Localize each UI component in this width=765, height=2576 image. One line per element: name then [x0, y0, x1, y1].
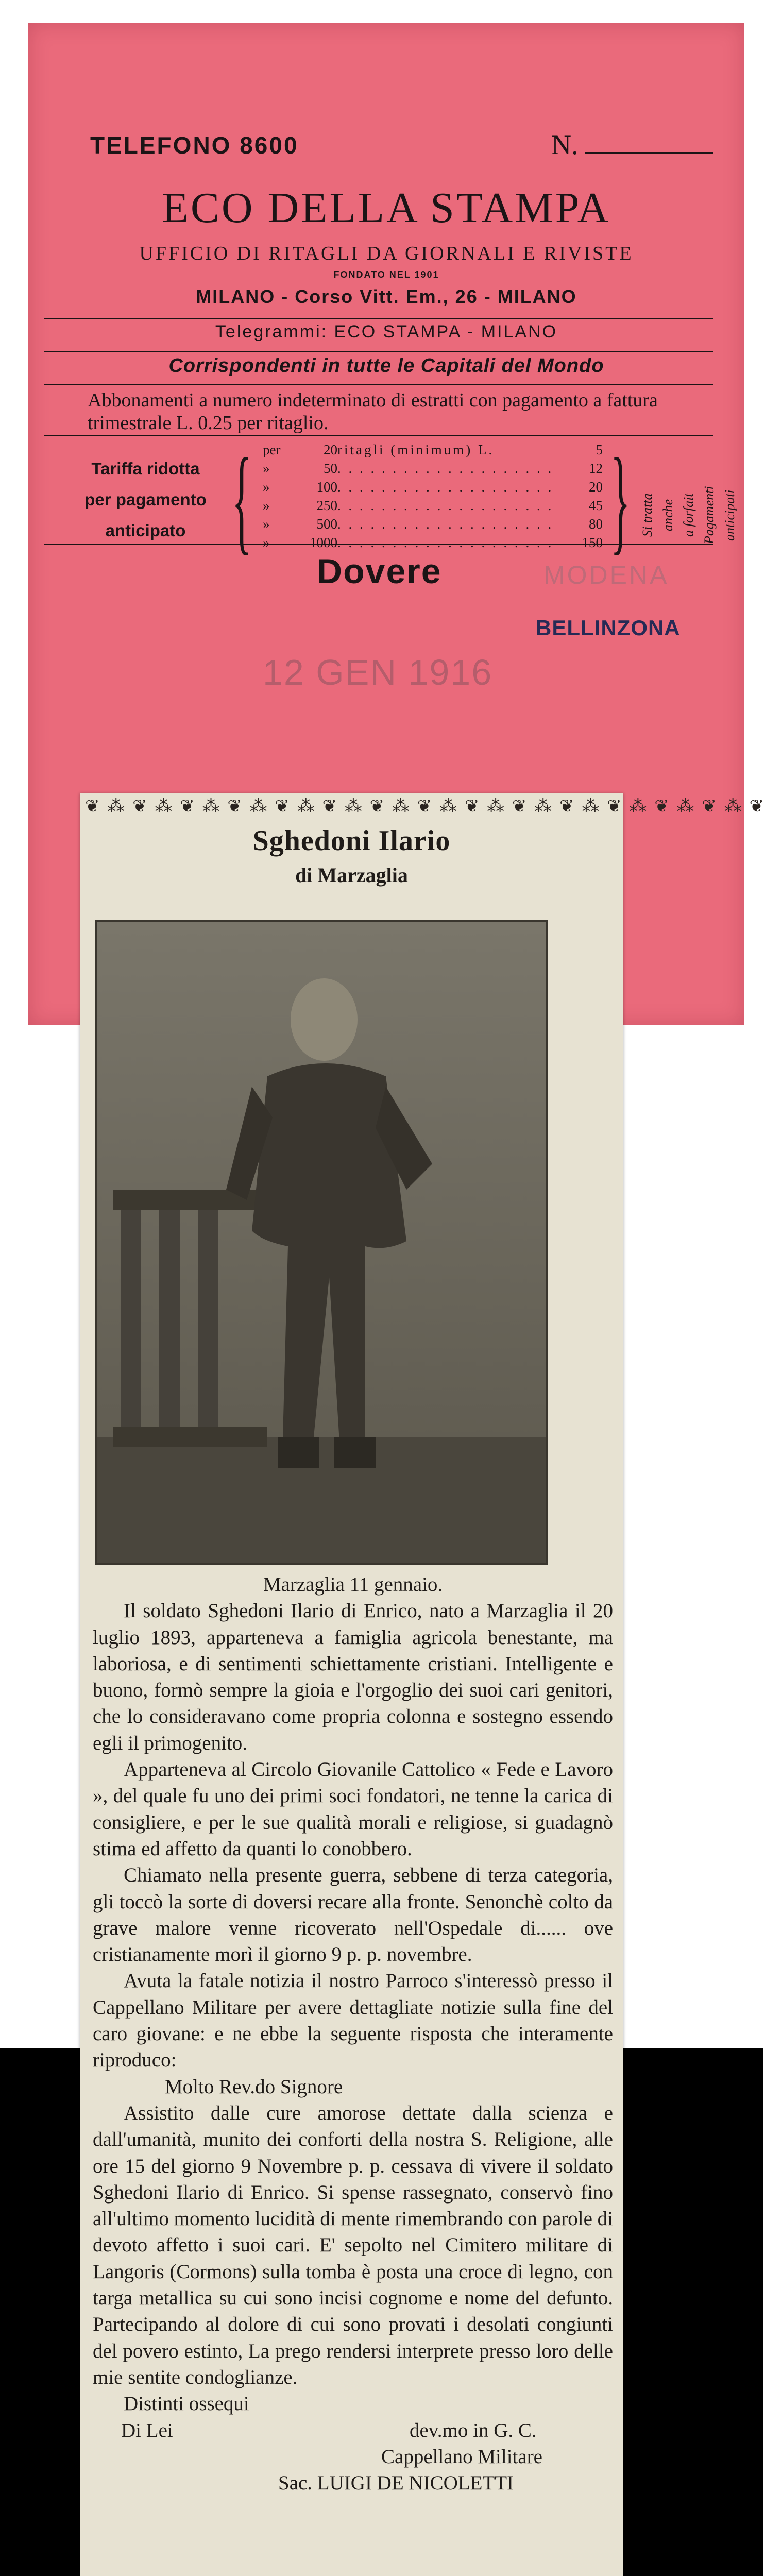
left-brace: { — [232, 434, 252, 565]
signature-right: dev.mo in G. C. — [410, 2419, 537, 2442]
article-subheading: di Marzaglia — [295, 863, 408, 887]
tariff-row-prefix: » — [263, 461, 270, 476]
phone-number: TELEFONO 8600 — [90, 132, 299, 159]
tariff-row — [263, 440, 603, 459]
letter-body: Assistito dalle cure amorose dettate dalla scienza e dall'umanità, munito dei conforti della nostra S. Religione, alle ore 15 del giorno 9 Novembre p. p. cessava di vivere il soldato Sghedoni Ilario di Enrico. Si spense rassegnato, conservò fino all'ultimo momento lucidità di mente rimembrando con parole di devoto affetto i suoi cari. E' sepolto nel Cimitero militare di Langoris (Cormons) sulla tomba è posta una croce di legno, con targa metallica su cui sono incisi cognome e nome del defunto. Partecipando al dolore di cui sono provati i desolati congiunti del povero estinto, La prego rendersi interprete presso loro delle mie sentite condoglianze. — [93, 2102, 613, 2388]
tariff-row-unit: . . . . . . . . . . . . . . . . . . . . — [337, 535, 554, 550]
tariff-row-unit: . . . . . . . . . . . . . . . . . . . . — [337, 498, 554, 513]
article-heading: Sghedoni Ilario — [252, 825, 451, 857]
newspaper-clipping — [80, 793, 765, 2576]
tariff-row — [263, 496, 603, 515]
tariff-row-price: 20 — [589, 479, 603, 495]
tariff-row-unit: . . . . . . . . . . . . . . . . . . . . — [337, 516, 554, 532]
founded-note: FONDATO NEL 1901 — [333, 269, 439, 280]
article-paragraph: Il soldato Sghedoni Ilario di Enrico, nato a Marzaglia il 20 luglio 1893, apparteneva a famiglia agricola benestante, ma laboriosa, e di sentimenti schiettamente cristiani. Intelligente e buono, formò sempre la gioia e l'orgoglio dei suoi cari genitori, che lo consideravano come propria colonna e sostegno essendo egli il primogenito. — [93, 1600, 613, 1754]
stamp-modena: MODENA — [543, 561, 669, 589]
tariff-row-price: 5 — [596, 442, 603, 457]
tariff-row-count: 50 — [324, 461, 337, 476]
tariff-row — [263, 478, 603, 496]
tariff-row-unit: ritagli (minimum) L. — [337, 442, 495, 457]
right-brace: } — [610, 434, 631, 565]
signature-row — [93, 2417, 613, 2444]
article-dateline: Marzaglia 11 gennaio. — [263, 1573, 443, 1596]
tariff-label-line: anticipato — [105, 521, 186, 540]
soldier-portrait-photo — [95, 920, 548, 1565]
tariff-row-prefix: » — [263, 535, 270, 550]
tariff-row — [263, 533, 603, 552]
tariff-row-prefix: per — [263, 442, 281, 457]
signature-left: Di Lei — [121, 2419, 173, 2442]
subscription-terms: Abbonamenti a numero indeterminato di estratti con pagamento a fattura trimestrale L. 0.25 per ritaglio. — [88, 389, 658, 434]
article-paragraph: Chiamato nella presente guerra, sebbene di terza categoria, gli toccò la sorte di doversi recare alla fronte. Senonchè colto da grave malore venne ricoverato nell'Ospedale di...... ove cristianamente morì il giorno 9 p. p. novembre. — [93, 1864, 613, 1966]
letter-closing: Distinti ossequi — [124, 2393, 249, 2415]
letter-salutation: Molto Rev.do Signore — [165, 2075, 343, 2098]
divider — [44, 351, 713, 352]
payment-note: a forfait — [681, 493, 696, 537]
tariff-row — [263, 459, 603, 478]
ornamental-border: ❦ ⁂ ❦ ⁂ ❦ ⁂ ❦ ⁂ ❦ ⁂ ❦ ⁂ ❦ ⁂ ❦ ⁂ ❦ ⁂ ❦ ⁂ ❦ ⁂ ❦ ⁂ ❦ ⁂ ❦ ⁂ ❦ — [85, 796, 765, 817]
tariff-row-prefix: » — [263, 516, 270, 532]
divider — [44, 544, 713, 545]
date-stamp: 12 GEN 1916 — [263, 652, 493, 692]
tariff-label-line: Tariffa ridotta — [91, 459, 200, 478]
article-paragraph: Apparteneva al Circolo Giovanile Cattolico « Fede e Lavoro », del quale fu uno dei primi soci fondatori, ne tenne la carica di consigliere, e per le sue qualità morali e religiose, si guadagnò stima ed affetto da quanti lo conobbero. — [93, 1758, 613, 1860]
dovere-label: Dovere — [317, 552, 442, 591]
slip-title: ECO DELLA STAMPA — [162, 184, 611, 232]
tariff-row-price: 45 — [589, 498, 603, 513]
divider — [44, 318, 713, 319]
divider — [44, 384, 713, 385]
tariff-row-price: 80 — [589, 516, 603, 532]
tariff-row-count: 250 — [316, 498, 337, 513]
tariff-row-prefix: » — [263, 479, 270, 495]
stamp-bellinzona: BELLINZONA — [536, 616, 681, 640]
tariff-row-price: 150 — [582, 535, 603, 550]
payment-note: Pagamenti — [702, 486, 717, 545]
article-paragraph: Avuta la fatale notizia il nostro Parroco s'interessò presso il Cappellano Militare per avere dettagliate notizie sulla fine del caro giovane: e ne ebbe la seguente risposta che interamente riproduco: — [93, 1970, 613, 2072]
slip-address: MILANO - Corso Vitt. Em., 26 - MILANO — [196, 286, 577, 307]
soldier-portrait-image — [97, 922, 546, 1563]
tariff-label — [57, 453, 234, 546]
payment-note: anticipati — [722, 489, 737, 541]
slip-number-line — [585, 152, 713, 154]
tariff-row-count: 500 — [316, 516, 337, 532]
tariff-label-line: per pagamento — [84, 490, 207, 509]
tariff-row-price: 12 — [589, 461, 603, 476]
signature-role: Cappellano Militare — [381, 2445, 542, 2468]
article-body — [93, 1571, 613, 2496]
tariff-row-unit: . . . . . . . . . . . . . . . . . . . . — [337, 479, 554, 495]
tariff-row-count: 1000 — [310, 535, 337, 550]
slip-number-label: N. — [551, 129, 579, 160]
tariff-row-prefix: » — [263, 498, 270, 513]
payment-notes — [639, 466, 739, 564]
payment-note: anche — [660, 499, 675, 532]
tariff-row — [263, 515, 603, 533]
tariff-row-unit: . . . . . . . . . . . . . . . . . . . . — [337, 461, 554, 476]
tariff-row-count: 100 — [316, 479, 337, 495]
signature-name: Sac. LUIGI DE NICOLETTI — [278, 2472, 514, 2495]
tariff-table — [263, 440, 603, 552]
telegram-address: Telegrammi: ECO STAMPA - MILANO — [215, 322, 558, 342]
tariff-row-count: 20 — [324, 442, 337, 457]
correspondents-note: Corrispondenti in tutte le Capitali del Mondo — [168, 355, 604, 377]
slip-subtitle: UFFICIO DI RITAGLI DA GIORNALI E RIVISTE — [139, 243, 634, 264]
payment-note: Si tratta — [640, 493, 655, 537]
